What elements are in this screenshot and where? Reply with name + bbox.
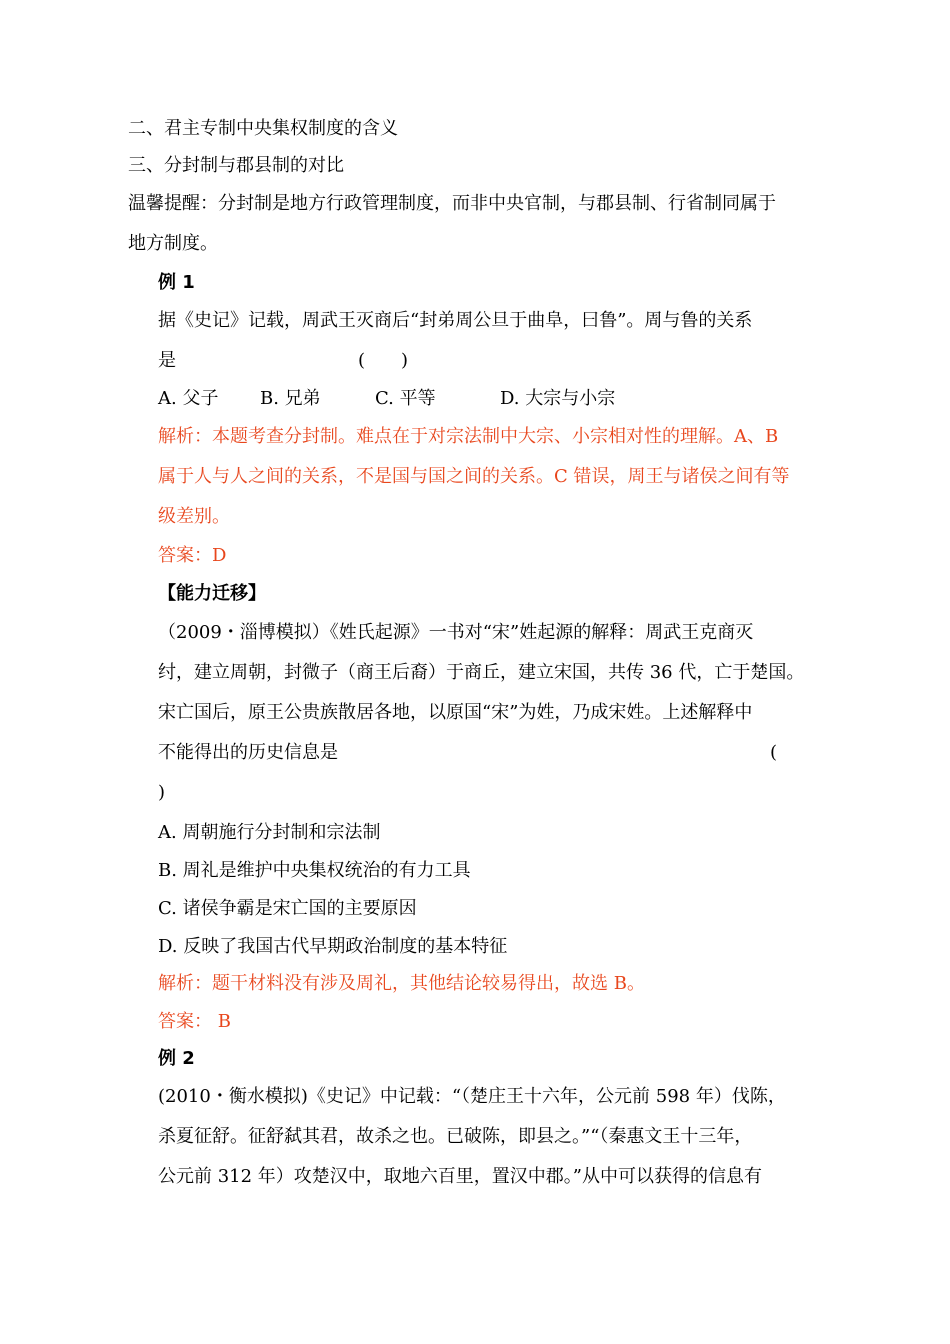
example-1-option-d: D. 大宗与小宗: [500, 388, 616, 409]
example-1-label: 例 1: [158, 272, 195, 293]
ability-transfer-heading: 【能力迁移】: [158, 583, 266, 604]
example-1-analysis-1: 解析：本题考查分封制。难点在于对宗法制中大宗、小宗相对性的理解。A、B: [158, 426, 779, 447]
ability-option-b: B. 周礼是维护中央集权统治的有力工具: [158, 860, 471, 881]
example-1-analysis-3: 级差别。: [158, 506, 230, 527]
example-1-answer: 答案：D: [158, 545, 227, 566]
ability-question-3: 宋亡国后，原王公贵族散居各地，以原国“宋”为姓，乃成宋姓。上述解释中: [158, 702, 753, 723]
example-2-label: 例 2: [158, 1048, 195, 1069]
section-heading-3: 三、分封制与郡县制的对比: [128, 155, 344, 176]
ability-question-5: ): [158, 782, 166, 803]
example-2-question-2: 杀夏征舒。征舒弑其君，故杀之也。已破陈，即县之。”“（秦惠文王十三年，: [158, 1126, 753, 1147]
example-2-question-1: (2010・衡水模拟)《史记》中记载：“（楚庄王十六年，公元前 598 年）伐陈，: [158, 1086, 786, 1107]
example-1-question-1: 据《史记》记载，周武王灭商后“封弟周公旦于曲阜，曰鲁”。周与鲁的关系: [158, 310, 753, 331]
example-1-option-a: A. 父子: [158, 388, 219, 409]
ability-option-a: A. 周朝施行分封制和宗法制: [158, 822, 381, 843]
ability-question-2: 纣，建立周朝，封微子（商王后裔）于商丘，建立宋国，共传 36 代，亡于楚国。: [158, 662, 805, 683]
ability-option-c: C. 诸侯争霸是宋亡国的主要原因: [158, 898, 417, 919]
example-1-analysis-2: 属于人与人之间的关系，不是国与国之间的关系。C 错误，周王与诸侯之间有等: [158, 466, 790, 487]
example-1-question-2a: 是: [158, 350, 176, 371]
ability-analysis: 解析：题干材料没有涉及周礼，其他结论较易得出，故选 B。: [158, 973, 645, 994]
ability-answer: 答案： B: [158, 1011, 231, 1032]
ability-question-4a: 不能得出的历史信息是: [158, 742, 338, 763]
ability-question-4b: (: [770, 742, 778, 763]
tip-line-2: 地方制度。: [128, 233, 218, 254]
section-heading-2: 二、君主专制中央集权制度的含义: [128, 118, 398, 139]
ability-question-1: （2009・淄博模拟）《姓氏起源》一书对“宋”姓起源的解释：周武王克商灭: [158, 622, 754, 643]
tip-line-1: 温馨提醒：分封制是地方行政管理制度，而非中央官制，与郡县制、行省制同属于: [128, 193, 776, 214]
example-1-option-b: B. 兄弟: [260, 388, 321, 409]
example-2-question-3: 公元前 312 年）攻楚汉中，取地六百里，置汉中郡。”从中可以获得的信息有: [158, 1166, 762, 1187]
example-1-question-2b: ( ): [358, 350, 409, 371]
example-1-option-c: C. 平等: [375, 388, 436, 409]
ability-option-d: D. 反映了我国古代早期政治制度的基本特征: [158, 936, 508, 957]
